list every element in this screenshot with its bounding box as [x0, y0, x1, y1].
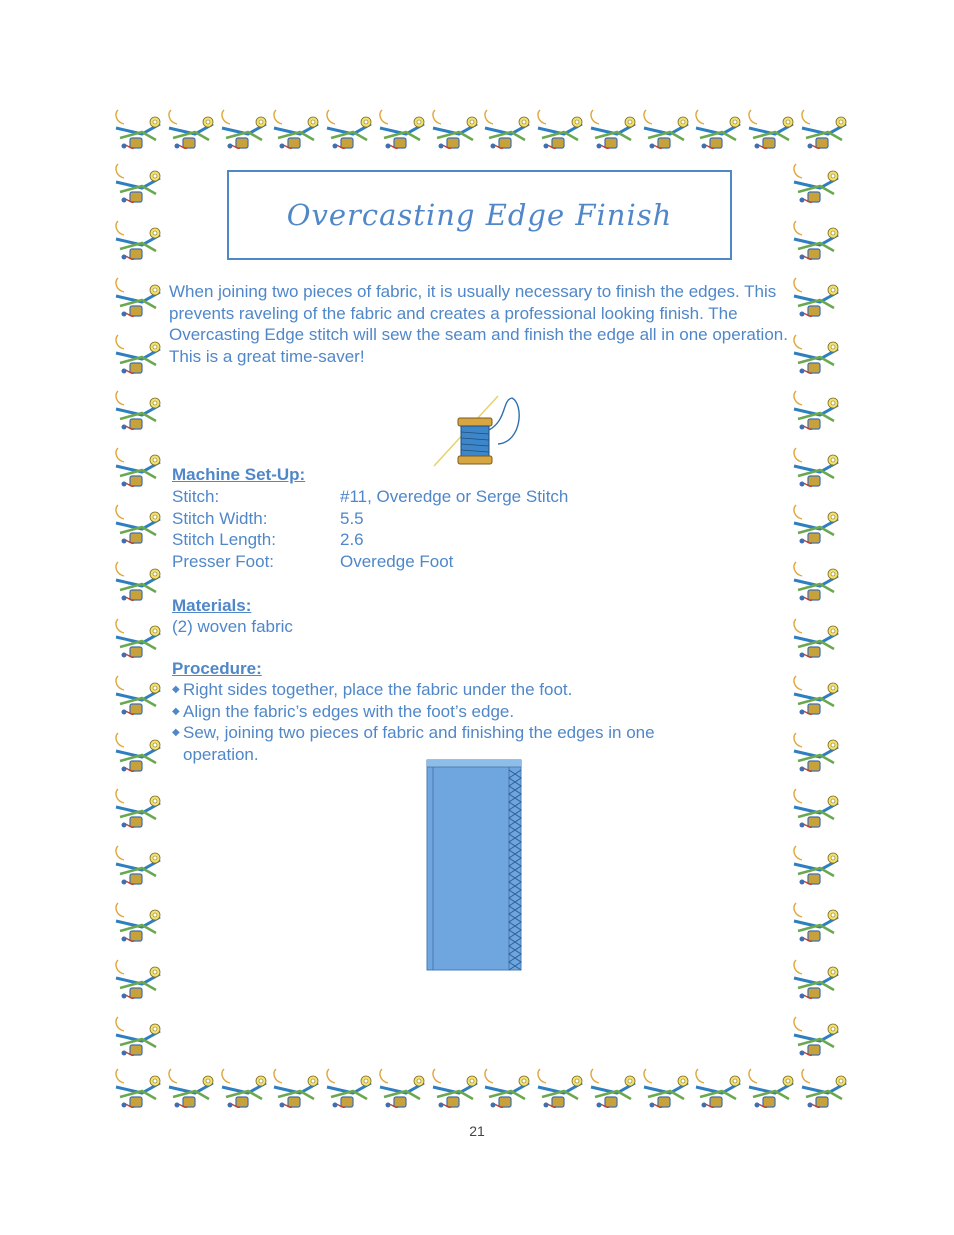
sewing-motif-icon [790, 1011, 842, 1063]
sewing-motif-icon [790, 840, 842, 892]
bottom-border [112, 1063, 850, 1119]
sewing-motif-icon [790, 783, 842, 835]
sewing-motif-icon [112, 954, 164, 1006]
procedure-step-text: Right sides together, place the fabric under the foot. [183, 680, 573, 699]
sewing-motif-icon [112, 783, 164, 835]
sewing-motif-icon [165, 1063, 217, 1115]
sewing-motif-icon [790, 613, 842, 665]
sewing-motif-icon [112, 272, 164, 324]
sewing-motif-icon [429, 1063, 481, 1115]
sewing-motif-icon [112, 613, 164, 665]
setup-label: Stitch Width: [172, 508, 268, 528]
procedure-list [172, 679, 732, 765]
page-title: Overcasting Edge Finish [286, 198, 673, 232]
setup-row [172, 508, 568, 530]
sewing-motif-icon [112, 840, 164, 892]
procedure-step-text: Align the fabric’s edges with the foot’s edge. [183, 701, 515, 721]
sewing-motif-icon [112, 670, 164, 722]
sewing-motif-icon [112, 556, 164, 608]
sewing-motif-icon [640, 1063, 692, 1115]
sewing-motif-icon [534, 1063, 586, 1115]
materials-item: (2) woven fabric [172, 617, 293, 636]
sewing-motif-icon [790, 727, 842, 779]
sewing-motif-icon [270, 1063, 322, 1115]
thread-spool-icon [432, 390, 524, 470]
sewing-motif-icon [112, 329, 164, 381]
setup-label: Stitch: [172, 487, 220, 506]
sewing-motif-icon [112, 158, 164, 210]
sewing-motif-icon [481, 1063, 533, 1115]
title-box [227, 170, 732, 260]
sewing-motif-icon [790, 954, 842, 1006]
sewing-motif-icon [798, 1063, 850, 1115]
setup-value: #11, Overedge or Serge Stitch [340, 487, 569, 506]
sewing-motif-icon [790, 385, 842, 437]
sewing-motif-icon [112, 499, 164, 551]
sewing-motif-icon [790, 215, 842, 267]
diamond-bullet-icon: ◆ [172, 705, 180, 717]
sewing-motif-icon [218, 1063, 270, 1115]
sewing-motif-icon [790, 442, 842, 494]
setup-value: 2.6 [340, 530, 364, 549]
sewing-motif-icon [323, 104, 375, 156]
sewing-motif-icon [692, 104, 744, 156]
sewing-motif-icon [376, 1063, 428, 1115]
sewing-motif-icon [165, 104, 217, 156]
sewing-motif-icon [112, 1063, 164, 1115]
setup-label: Presser Foot: [172, 551, 275, 571]
sewing-motif-icon [218, 104, 270, 156]
sewing-motif-icon [790, 897, 842, 949]
setup-row [172, 486, 568, 508]
sewing-motif-icon [745, 1063, 797, 1115]
setup-row [172, 529, 568, 551]
sewing-motif-icon [790, 499, 842, 551]
sewing-motif-icon [790, 556, 842, 608]
sewing-motif-icon [798, 104, 850, 156]
procedure-step-text: Sew, joining two pieces of fabric and finishing the edges in one operation. [183, 723, 655, 764]
sewing-motif-icon [745, 104, 797, 156]
materials-heading: Materials: [172, 596, 252, 615]
sewing-motif-icon [587, 1063, 639, 1115]
sewing-motif-icon [481, 104, 533, 156]
setup-row [172, 551, 568, 573]
sewing-motif-icon [692, 1063, 744, 1115]
sewing-motif-icon [112, 104, 164, 156]
left-border [112, 158, 164, 1063]
sewing-motif-icon [112, 1011, 164, 1063]
procedure-step [172, 679, 732, 701]
sewing-motif-icon [112, 442, 164, 494]
diamond-bullet-icon: ◆ [172, 727, 180, 738]
setup-value: Overedge Foot [340, 551, 454, 571]
sewing-motif-icon [270, 104, 322, 156]
overcast-fabric-swatch-icon [425, 758, 523, 972]
top-border [112, 104, 850, 160]
sewing-motif-icon [587, 104, 639, 156]
sewing-motif-icon [112, 897, 164, 949]
sewing-motif-icon [429, 104, 481, 156]
sewing-motif-icon [790, 670, 842, 722]
page-number: 21 [469, 1123, 485, 1139]
procedure-step [172, 701, 732, 723]
sewing-motif-icon [112, 215, 164, 267]
procedure-heading: Procedure: [172, 659, 262, 678]
sewing-motif-icon [323, 1063, 375, 1115]
sewing-motif-icon [376, 104, 428, 156]
machine-setup-heading: Machine Set-Up: [172, 465, 306, 484]
sewing-motif-icon [534, 104, 586, 156]
sewing-motif-icon [112, 727, 164, 779]
setup-value: 5.5 [340, 508, 364, 528]
sewing-motif-icon [112, 385, 164, 437]
sewing-motif-icon [640, 104, 692, 156]
diamond-bullet-icon: ◆ [172, 684, 180, 695]
setup-label: Stitch Length: [172, 530, 276, 549]
machine-setup-table [172, 486, 568, 572]
intro-paragraph: When joining two pieces of fabric, it is usually necessary to finish the edges. This prevents raveling of the fabric and creates a professional looking finish. The Overcasting Edge stitch will sew the seam and finish the edge all in one operation. This is a great time-saver! [169, 282, 788, 366]
sewing-motif-icon [790, 158, 842, 210]
